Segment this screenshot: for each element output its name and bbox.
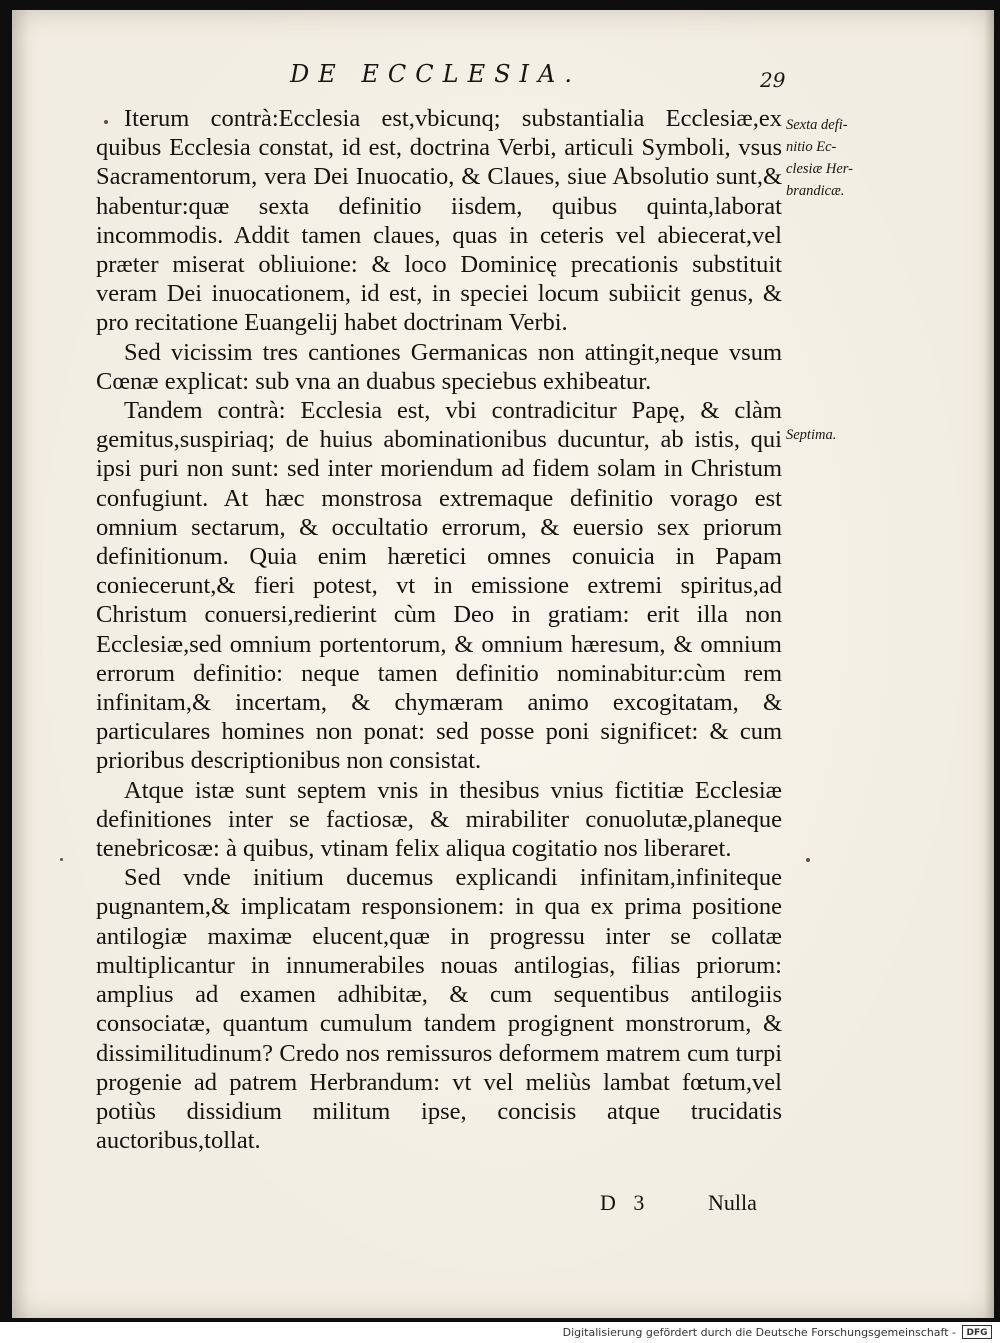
ink-speck: [806, 858, 810, 862]
paragraph: Atque istæ sunt septem vnis in thesibus vnius fictitiæ Ecclesiæ definitiones inter se factiosæ, & mirabiliter conuolutæ,planeque tenebricosæ: à quibus, vtinam felix aliqua cogitatio nos liberaret.: [96, 776, 782, 863]
marginal-note-septima: Septima.: [786, 427, 837, 443]
catchword: Nulla: [708, 1190, 757, 1215]
ink-speck: [104, 120, 108, 124]
paragraph: Sed vnde initium ducemus explicandi infinitam,infiniteque pugnantem,& implicatam responsionem: in qua ex prima positione antilogiæ maximæ elucent,quæ in progressu inter se collatæ multiplicantur in innumerabiles nouas antilogias, filias priorum: amplius ad examen adhibitæ, & cum sequentibus antilogiis consociatæ, quantum cumulum tandem progignent monstrorum, & dissimilitudinum? Credo nos remissuros deformem matrem cum turpi progenie ad patrem Herbrandum: vt vel meliùs lambat fœtum,vel potiùs dissidium militum ipse, concisis atque trucidatis auctoribus,tollat.: [96, 864, 782, 1155]
running-head: DE ECCLESIA.: [290, 60, 581, 88]
paragraph: Iterum contrà:Ecclesia est,vbicunq; substantialia Ecclesiæ,ex quibus Ecclesia constat, id est, doctrina Verbi, articuli Symboli, vsus Sacramentorum, vera Dei Inuocatio, & Claues, siue Absolutio sunt,& habentur:quæ sexta definitio iisdem, quibus quinta,laborat incommodis. Addit tamen claues, quas in ceteris vel abiecerat,vel præter miserat obliuione: & loco Dominicę precationis substituit veram Dei inuocationem, id est, in speciei locum subiicit genus, & pro recitatione Euangelij habet doctrinam Verbi.: [96, 105, 782, 337]
paragraph: Tandem contrà: Ecclesia est, vbi contradicitur Papę, & clàm gemitus,suspiriaq; de huius abominationibus ducuntur, ab istis, qui ipsi puri non sunt: sed inter moriendum ad fidem solam in Christum confugiunt. At hæc monstrosa extremaque definitio vorago est omnium sectarum, & occultatio errorum, & euersio sex priorum definitionum. Quia enim hæretici omnes conuicia in Papam coniecerunt,& fieri potest, vt in emissione extremi spiritus,ad Christum conuersi,redierint cùm Deo in gratiam: erit illa non Ecclesiæ,sed omnium portentorum, & omnium hæresum, & omnium errorum definitio: neque tamen definitio nominabitur:cùm rem infinitam,& incertam, & chymæram animo excogitatam, & particulares homines non ponat: sed posse poni significet: & cum prioribus descriptionibus non consistat.: [96, 397, 782, 775]
funding-credit: Digitalisierung gefördert durch die Deutsche Forschungsgemeinschaft -: [562, 1326, 956, 1339]
marginal-note-sexta: Sexta defi- nitio Ec- clesiæ Her- brandicæ.: [786, 117, 853, 199]
paragraph: Sed vicissim tres cantiones Germanicas non attingit,neque vsum Cœnæ explicat: sub vna an duabus speciebus exhibeatur.: [96, 338, 782, 395]
dfg-logo: DFG: [962, 1325, 992, 1339]
ink-speck: [60, 858, 63, 861]
body-text: [96, 104, 782, 1155]
page-number: 29: [760, 68, 786, 92]
signature-mark: D 3: [600, 1190, 651, 1215]
page-edge-shadow: [984, 10, 994, 1318]
